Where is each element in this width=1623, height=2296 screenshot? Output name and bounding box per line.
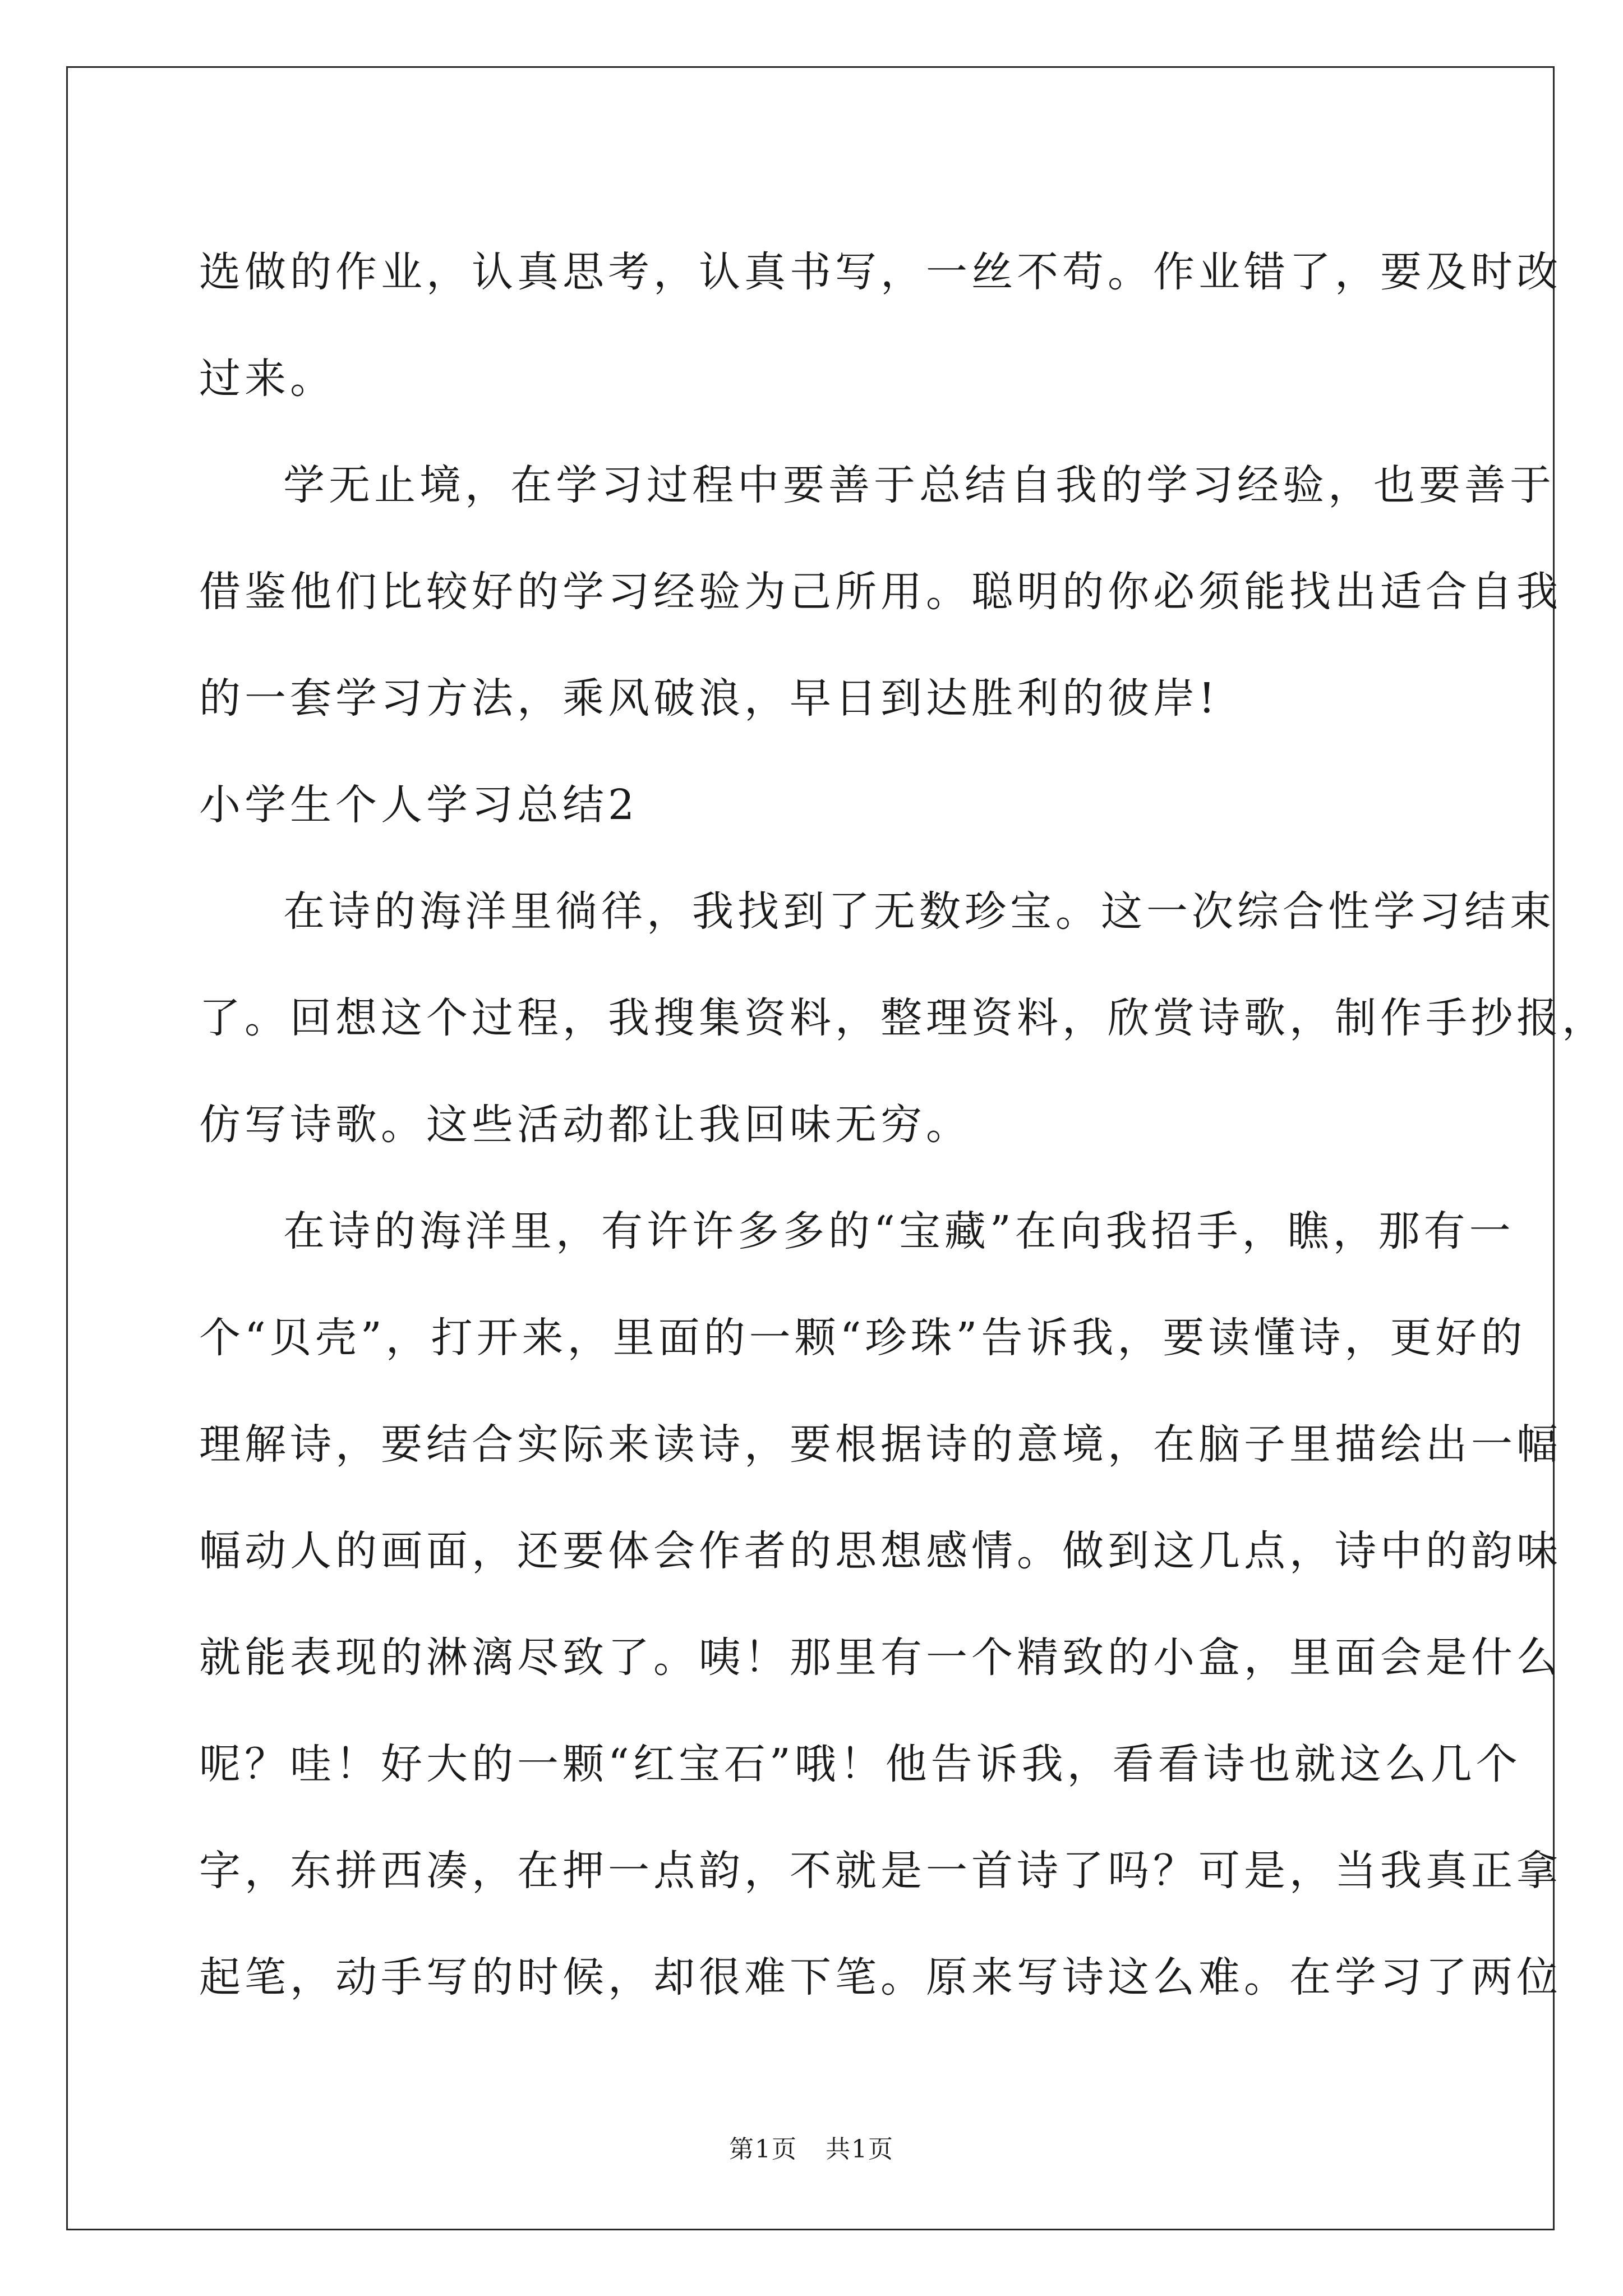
page-footer — [0, 2129, 1623, 2165]
text-line: 幅动人的画面，还要体会作者的思想感情。做到这几点，诗中的韵味 — [199, 1527, 1562, 1575]
text-line: 理解诗，要结合实际来读诗，要根据诗的意境，在脑子里描绘出一幅 — [199, 1420, 1562, 1469]
text-line: 个“贝壳”，打开来，里面的一颗“珍珠”告诉我，要读懂诗，更好的 — [199, 1314, 1527, 1362]
document-body — [199, 219, 1607, 2031]
section-heading: 小学生个人学习总结2 — [199, 781, 639, 829]
text-line: 仿写诗歌。这些活动都让我回味无穷。 — [199, 1101, 971, 1149]
paragraph-start-line: 在诗的海洋里，有许许多多的“宝藏”在向我招手，瞧，那有一 — [283, 1207, 1515, 1255]
text-line: 了。回想这个过程，我搜集资料，整理资料，欣赏诗歌，制作手抄报， — [199, 994, 1607, 1042]
text-line: 的一套学习方法，乘风破浪，早日到达胜利的彼岸! — [199, 674, 1219, 723]
paragraph-start-line: 在诗的海洋里徜徉，我找到了无数珍宝。这一次综合性学习结束 — [283, 887, 1555, 936]
text-line: 选做的作业，认真思考，认真书写，一丝不苟。作业错了，要及时改 — [199, 248, 1562, 296]
text-line: 借鉴他们比较好的学习经验为己所用。聪明的你必须能找出适合自我 — [199, 568, 1562, 616]
text-line: 字，东拼西凑，在押一点韵，不就是一首诗了吗？可是，当我真正拿 — [199, 1847, 1562, 1895]
text-line: 呢？哇！好大的一颗“红宝石”哦！他告诉我，看看诗也就这么几个 — [199, 1740, 1521, 1788]
paragraph-start-line: 学无止境，在学习过程中要善于总结自我的学习经验，也要善于 — [283, 461, 1555, 509]
page-number-current: 第1页 — [729, 2135, 797, 2164]
text-line: 就能表现的淋漓尽致了。咦！那里有一个精致的小盒，里面会是什么 — [199, 1634, 1562, 1682]
page-number-total: 共1页 — [826, 2135, 894, 2164]
text-line: 起笔，动手写的时候，却很难下笔。原来写诗这么难。在学习了两位 — [199, 1953, 1562, 2001]
text-line: 过来。 — [199, 355, 335, 403]
